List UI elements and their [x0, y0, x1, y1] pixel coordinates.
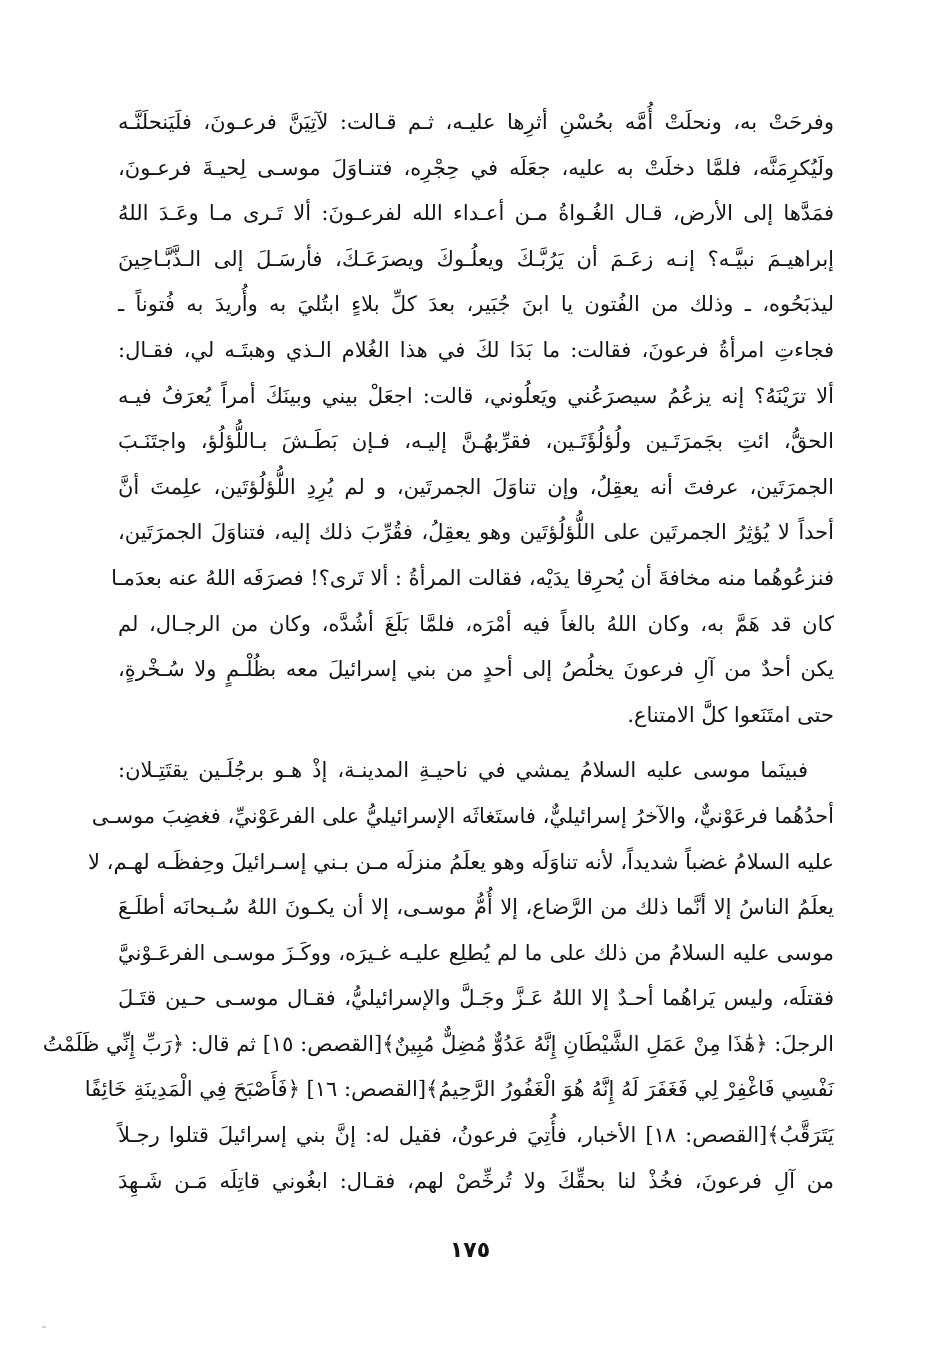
body-text [42, 100, 835, 1204]
text-line: إبراهيـمَ نبيَّـه؟ إنـه زعَـمَ أن يَرُبَّـكَ ويعلُـوكَ ويصرَعَـكَ، فأرسَـلَ إلى الـذَّبَّـاحِينَ [118, 246, 834, 271]
paragraph-gap [118, 738, 834, 748]
text-line: فمَدَّها إلى الأرض، قـال الغُـواةُ مـن أعـداء الله لفرعـونَ: ألا تَـرى مـا وعَـدَ اللهُ [118, 201, 834, 226]
text-line: يكن أحدٌ من آلِ فرعونَ يخلُصُ إلى أحدٍ من بني إسرائيلَ معه بظُلْـمٍ ولا سُـخْرةٍ، [118, 657, 834, 682]
text-line: فقتلَه، وليس يَراهُما أحـدٌ إلا اللهُ عَـزَّ وجَـلَّ والإسرائيليُّ، فقـال موسـى حـين قتَـلَ [118, 986, 834, 1011]
text-line: الحقُّ، ائتِ بجَمرَتَـين ولُؤلُؤَتَـين، فقرِّبهُـنَّ إليـه، فـإن بَطَـشَ بـاللُّؤلُؤ، واجتَنَـبَ [118, 429, 834, 454]
page-number: ١٧٥ [449, 1238, 491, 1263]
text-line: عليه السلامُ غضباً شديداً، لأنه تناوَلَه وهو يعلَمُ منزلَه مـن بـني إسـرائيلَ وحِفظَـه لهـم، لا [88, 849, 834, 874]
text-line: ألا ترَيْنَهُ؟ إنه يزعُمُ سيصرَعُني ويَعلُوني، قالت: اجعَلْ بيني وبينَكَ أمراً يُعرَفُ فيـه [118, 383, 834, 408]
text-line: أحدُهُما فرعَوْنيٌّ، والآخرُ إسرائيليٌّ، فاستَغاثَه الإسرائيليُّ على الفرعَوْنيِّ، فغضِبَ موسـى [91, 803, 834, 828]
text-line: حتى امتَنَعوا كلَّ الامتناع. [627, 702, 834, 727]
text-line: الرجلَ: ﴿هَٰذَا مِنْ عَمَلِ الشَّيْطَانِ إِنَّهُ عَدُوٌّ مُضِلٌّ مُبِينٌ﴾[القصص: ١٥] ثم قال: ﴿رَبِّ إِنِّي ظَلَمْتُ [42, 1031, 834, 1056]
paragraph [42, 748, 835, 1204]
text-line: نَفْسِي فَاغْفِرْ لِي فَغَفَرَ لَهُ إِنَّهُ هُوَ الْغَفُورُ الرَّحِيمُ﴾[القصص: ١٦] ﴿فَأَصْبَحَ فِي الْمَدِينَةِ خَائِفًا [84, 1077, 834, 1102]
text-line: يعلَمُ الناسُ إلا أنَّما ذلك من الرَّضاع، إلا أُمُّ موسـى، إلا أن يكـونَ اللهُ سُـبحانَه أطلَـعَ [118, 895, 835, 920]
text-line: من آلِ فرعونَ، فخُذْ لنا بحقِّكَ ولا تُرخِّصْ لهم، فقـال: ابغُوني قاتِلَه مَـن شَـهِدَ [118, 1168, 834, 1193]
text-line: موسى عليه السلامُ من ذلك على ما لم يُطلِع عليـه غـيرَه، ووكَـزَ موسـى الفرعَـوْنيَّ [118, 940, 834, 965]
paragraph [111, 100, 834, 738]
text-line: ولَيُكرِمَنَّه، فلمَّا دخلَتْ به عليه، جعَلَه في حِجْرِه، فتنـاوَلَ موسـى لِحيـةَ فرعـونَ، [118, 155, 834, 180]
text-line: ليذبَحُوه، ـ وذلك من الفُتون يا ابنَ جُبَير، بعدَ كلِّ بلاءٍ ابتُليَ به وأُريدَ به فُتوناً ـ [118, 292, 834, 317]
text-line: أحداً لا يُؤثِرُ الجمرتَين على اللُّؤلُؤتَين وهو يعقِلُ، فقُرِّبَ ذلك إليه، فتناوَلَ الجمرَتَين، [118, 520, 834, 545]
scan-mark [42, 1326, 46, 1328]
text-line: فجاءتِ امرأةُ فرعونَ، فقالت: ما بَدَا لكَ في هذا الغُلام الـذي وهبتَـه لي، فقـال: [118, 337, 834, 362]
text-line: فنزعُوهُما منه مخافةَ أن يُحرِقا يدَيْه، فقالت المرأةُ : ألا تَرى؟! فصرَفَه اللهُ عنه بعدَمـا [111, 565, 834, 590]
text-line: وفرحَتْ به، ونحلَتْ أُمَّه بحُسْنِ أثرِها عليـه، ثـم قـالت: لآتِيَنَّ فرعـونَ، فلَيَنحلَنَّـه [118, 110, 834, 134]
text-line: يَتَرَقَّبُ﴾[القصص: ١٨] الأخبار، فأُتِيَ فرعونُ، فقيل له: إنَّ بني إسرائيلَ قتلوا رجـلاً [118, 1123, 834, 1148]
text-line: الجمرَتَين، عرفتَ أنه يعقِلُ، وإن تناوَلَ الجمرتَين، و لم يُرِدِ اللُّؤلُؤتَين، علِمتَ أنَّ [118, 474, 834, 499]
text-line: كان قد هَمَّ به، وكان اللهُ بالغاً فيه أمْرَه، فلمَّا بَلَغَ أشُدَّه، وكان من الرجـال، لم [118, 611, 834, 636]
text-line: فبينَما موسى عليه السلامُ يمشي في ناحيـةِ المدينـة، إذْ هـو برجُلَـين يقتَتِـلان: [118, 758, 808, 783]
